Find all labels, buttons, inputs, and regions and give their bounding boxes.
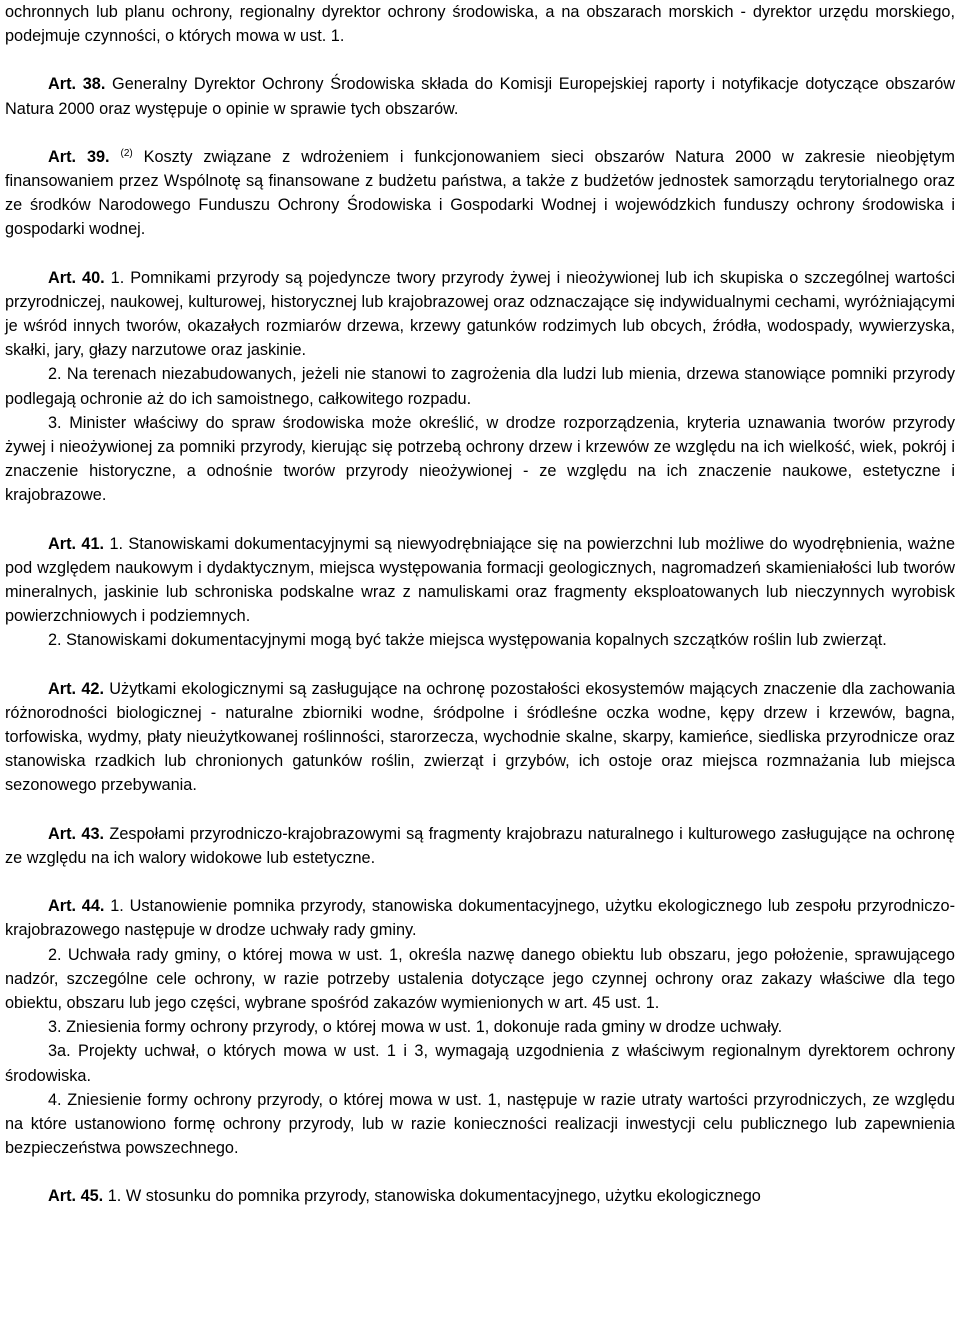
article-text: Generalny Dyrektor Ochrony Środowiska składa do Komisji Europejskiej raporty i notyfikacje dotyczące obszarów Natura 2000 oraz występuje o opinie w sprawie tych obszarów. xyxy=(5,75,956,118)
article-40 xyxy=(5,266,955,363)
section-text: 3. Zniesienia formy ochrony przyrody, o której mowa w ust. 1, dokonuje rada gminy w drodze uchwały. xyxy=(48,1018,783,1037)
section-text: 3. Minister właściwy do spraw środowiska może określić, w drodze rozporządzenia, kryteria uznawania tworów przyrody żywej i nieożywionej za pomniki przyrody, kierując się potrzebą ochrony drzew i krzewów ze względu na ich wielkość, wiek, pokrój i znaczenie historyczne, a odnośnie tworów przyrody nieożywionej - ze względu na ich znaczenie naukowe, estetyczne i krajobrazowe. xyxy=(5,413,955,505)
article-44-section-3 xyxy=(5,1015,955,1039)
article-43 xyxy=(5,822,955,870)
article-text: 1. Pomnikami przyrody są pojedyncze twory przyrody żywej i nieożywionej lub ich skupiska o szczególnej wartości przyrodniczej, naukowej, kulturowej, historycznej lub krajobrazowej oraz odznaczające się indywidualnymi cechami, wyróżniającymi je wśród innych tworów, okazałych rozmiarów drzewa, krzewy gatunków rodzimych lub obcych, źródła, wodospady, wywierzyska, skałki, jary, głazy narzutowe oraz jaskinie. xyxy=(5,268,955,360)
article-44 xyxy=(5,894,955,942)
section-text: 2. Uchwała rady gminy, o której mowa w ust. 1, określa nazwę danego obiektu lub obszaru, jego położenie, sprawującego nadzór, szczególne cele ochrony, w razie potrzeby ustalenia dotyczące jego czynnej ochrony oraz zakazy właściwe dla tego obiektu, obszaru lub jego części, wybrane spośród zakazów wymienionych w art. 45 ust. 1. xyxy=(5,945,955,1012)
article-label: Art. 45. xyxy=(48,1187,104,1206)
section-text: 2. Stanowiskami dokumentacyjnymi mogą być także miejsca występowania kopalnych szczątków roślin lub zwierząt. xyxy=(48,631,887,650)
article-41-section-2 xyxy=(5,628,955,652)
article-41 xyxy=(5,532,955,629)
paragraph-text: ochronnych lub planu ochrony, regionalny dyrektor ochrony środowiska, a na obszarach morskich - dyrektor urzędu morskiego, podejmuje czynności, o których mowa w ust. 1. xyxy=(5,3,955,46)
section-text: 2. Na terenach niezabudowanych, jeżeli nie stanowi to zagrożenia dla ludzi lub mienia, drzewa stanowiące pomniki przyrody podlegają ochronie aż do ich samoistnego, całkowitego rozpadu. xyxy=(5,365,955,408)
article-44-section-3a xyxy=(5,1039,955,1087)
article-label: Art. 43. xyxy=(48,824,105,843)
article-40-section-2 xyxy=(5,362,955,410)
article-42 xyxy=(5,677,955,798)
article-label: Art. 44. xyxy=(48,897,105,916)
section-text: 4. Zniesienie formy ochrony przyrody, o której mowa w ust. 1, następuje w razie utraty wartości przyrodniczych, ze względu na które ustanowiono formę ochrony przyrody, lub w razie konieczności realizacji inwestycji celu publicznego lub zapewnienia bezpieczeństwa powszechnego. xyxy=(5,1090,955,1158)
article-text: 1. W stosunku do pomnika przyrody, stanowiska dokumentacyjnego, użytku ekologicznego xyxy=(103,1187,761,1206)
article-text: 1. Ustanowienie pomnika przyrody, stanowiska dokumentacyjnego, użytku ekologicznego lub zespołu przyrodniczo-krajobrazowego następuje w drodze uchwały rady gminy. xyxy=(5,897,955,940)
article-44-section-2 xyxy=(5,943,955,1016)
paragraph-continuation xyxy=(5,0,955,48)
article-label: Art. 41. xyxy=(48,534,105,553)
section-text: 3a. Projekty uchwał, o których mowa w ust. 1 i 3, wymagają uzgodnienia z właściwym regionalnym dyrektorem ochrony środowiska. xyxy=(5,1042,955,1085)
article-label: Art. 39. xyxy=(48,147,110,166)
footnote-marker: (2) xyxy=(120,147,133,159)
article-38 xyxy=(5,72,955,120)
article-44-section-4 xyxy=(5,1088,955,1161)
article-text: Użytkami ekologicznymi są zasługujące na ochronę pozostałości ekosystemów mających znaczenie dla zachowania różnorodności biologicznej - naturalne zbiorniki wodne, śródpolne i śródleśne oczka wodne, kępy drzew i krzewów, bagna, torfowiska, wydmy, płaty nieużytkowanej roślinności, starorzecza, wychodnie skalne, skarpy, kamieńce, siedliska przyrodnicze oraz stanowiska rzadkich lub chronionych gatunków roślin, zwierząt i grzybów, ich ostoje oraz miejsca rozmnażania lub miejsca sezonowego przebywania. xyxy=(5,679,955,795)
article-label: Art. 38. xyxy=(48,75,106,94)
article-39 xyxy=(5,145,955,242)
article-label: Art. 42. xyxy=(48,679,104,698)
article-label: Art. 40. xyxy=(48,268,105,287)
article-40-section-3 xyxy=(5,411,955,508)
article-45 xyxy=(5,1184,955,1208)
article-text: 1. Stanowiskami dokumentacyjnymi są niewyodrębniające się na powierzchni lub możliwe do wyodrębnienia, ważne pod względem naukowym i dydaktycznym, miejsca występowania formacji geologicznych, nagromadzeń skamieniałości lub tworów mineralnych, jaskinie lub schroniska podskalne wraz z namuliskami oraz fragmenty eksploatowanych lub nieczynnych wyrobisk powierzchniowych i podziemnych. xyxy=(5,534,955,626)
article-text: Koszty związane z wdrożeniem i funkcjonowaniem sieci obszarów Natura 2000 w zakresie nieobjętym finansowaniem przez Wspólnotę są finansowane z budżetu państwa, a także z budżetów jednostek samorządu terytorialnego oraz ze środków Narodowego Funduszu Ochrony Środowiska i Gospodarki Wodnej i wojewódzkich funduszy ochrony środowiska i gospodarki wodnej. xyxy=(5,147,955,239)
article-text: Zespołami przyrodniczo-krajobrazowymi są fragmenty krajobrazu naturalnego i kulturowego zasługujące na ochronę ze względu na ich walory widokowe lub estetyczne. xyxy=(5,824,955,867)
